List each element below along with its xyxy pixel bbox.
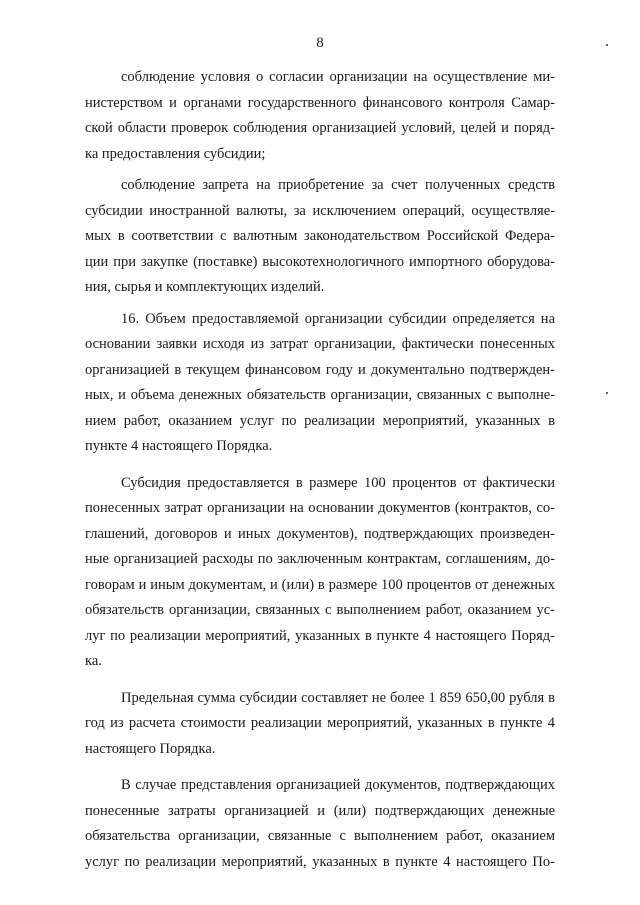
text-line: ка. xyxy=(85,653,102,669)
document-body xyxy=(85,65,555,875)
paragraph-currency-ban xyxy=(85,173,555,301)
text-line: год из расчета стоимости реализации мероприятий, указанных в пункте 4 xyxy=(85,715,555,731)
text-line: Субсидия предоставляется в размере 100 процентов от фактически xyxy=(121,474,555,491)
page-number: 8 xyxy=(316,35,324,51)
text-line: ка предоставления субсидии; xyxy=(85,145,266,162)
text-line: соблюдение запрета на приобретение за счет полученных средств xyxy=(121,177,555,193)
text-line: субсидии иностранной валюты, за исключением операций, осуществляе- xyxy=(85,202,555,219)
text-line: глашений, договоров и иных документов), подтверждающих произведен- xyxy=(85,525,555,542)
text-line: обязательства организации, связанные с выполнением работ, оказанием xyxy=(85,828,555,844)
text-line: В случае представления организацией документов, подтверждающих xyxy=(121,777,555,793)
text-line: ные организацией расходы по заключенным контрактам, соглашениям, до- xyxy=(85,551,555,567)
text-line: 16. Объем предоставляемой организации субсидии определяется на xyxy=(121,310,555,327)
text-line: соблюдение условия о согласии организации на осуществление ми- xyxy=(121,69,555,85)
text-line: говорам и иным документам, и (или) в размере 100 процентов от денежных xyxy=(85,576,555,593)
paragraph-subsidy-amount xyxy=(85,471,555,675)
paragraph-max-sum xyxy=(85,686,555,763)
text-line: организацией в текущем финансовом году и документально подтвержден- xyxy=(85,361,555,378)
scan-mark xyxy=(606,44,608,46)
text-line: ской области проверок соблюдения организацией условий, целей и поряд- xyxy=(85,120,555,136)
text-line: понесенные затраты организацией и (или) подтверждающих денежные xyxy=(85,802,555,819)
text-line: ных, и объема денежных обязательств организации, связанных с выполне- xyxy=(85,387,555,403)
text-line: основании заявки исходя из затрат организации, фактически понесенных xyxy=(85,336,555,352)
text-line: ции при закупке (поставке) высокотехнологичного импортного оборудова- xyxy=(85,253,555,270)
text-line: настоящего Порядка. xyxy=(85,740,216,757)
text-line: понесенных затрат организации на основании документов (контрактов, со- xyxy=(85,500,555,516)
text-line: ния, сырья и комплектующих изделий. xyxy=(85,279,325,295)
text-line: пункте 4 настоящего Порядка. xyxy=(85,438,273,454)
text-line: Предельная сумма субсидии составляет не более 1 859 650,00 рубля в xyxy=(121,689,555,706)
text-line: мых в соответствии с валютным законодательством Российской Федера- xyxy=(85,228,555,244)
text-line: нистерством и органами государственного финансового контроля Самар- xyxy=(85,94,555,111)
text-line: нием работ, оказанием услуг по реализации мероприятий, указанных в xyxy=(85,412,555,429)
text-line: услуг по реализации мероприятий, указанных в пункте 4 настоящего По- xyxy=(85,853,555,870)
paragraph-documents-case xyxy=(85,773,555,875)
paragraph-subsidy-volume xyxy=(85,307,555,460)
scan-mark xyxy=(606,392,608,394)
paragraph-audit-consent xyxy=(85,65,555,167)
text-line: луг по реализации мероприятий, указанных в пункте 4 настоящего Поряд- xyxy=(85,627,555,644)
text-line: обязательств организации, связанных с выполнением работ, оказанием ус- xyxy=(85,602,555,618)
